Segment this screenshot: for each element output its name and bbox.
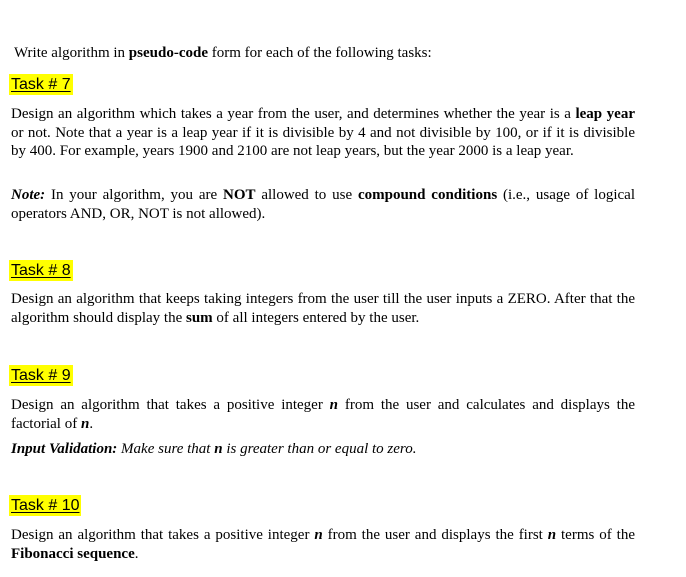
task9-heading: Task # 9: [11, 367, 71, 384]
task9-desc-text-3: .: [89, 415, 94, 432]
task7-note-text: In your algorithm, you are: [45, 187, 223, 203]
intro-text-end: form for each of the following tasks:: [207, 45, 432, 61]
task10-desc-bold: Fibonacci sequence: [11, 545, 135, 562]
task7-desc-bold: leap year: [575, 106, 636, 122]
task7-note-text-2: allowed to use: [255, 187, 358, 203]
task9-validation-label: Input Validation:: [11, 441, 118, 457]
task8-description: [11, 290, 635, 327]
task10-var-n-2: n: [547, 527, 557, 543]
task10-desc-text-2: from the user and displays the first: [322, 527, 548, 543]
task10-desc-text: Design an algorithm that takes a positive integer: [11, 527, 315, 543]
task10-desc-text-3: terms of the: [556, 527, 635, 543]
task8-desc-text-2: of all integers entered by the user.: [212, 309, 420, 326]
task8-heading: Task # 8: [11, 262, 71, 279]
task7-note-text-3: (i.e., usage of logical operators AND, OR, NOT is not allowed).: [11, 187, 635, 222]
task9-var-n-2: n: [80, 415, 90, 432]
task7-desc-text-2: or not. Note that a year is a leap year if it is divisible by 4 and not divisible by 100, or if it is divisible by 400. For example, years 1900 and 2100 are not leap years, but the year 2000 is a leap year.: [11, 124, 635, 159]
intro-text: Write algorithm in: [14, 45, 129, 61]
task10-heading: Task # 10: [11, 497, 80, 514]
task8-desc-bold: sum: [185, 309, 213, 326]
task9-validation-text-2: is greater than or equal to zero.: [222, 441, 417, 457]
task8-desc-text: Design an algorithm that keeps taking integers from the user till the user inputs a ZERO. After that the algorithm should display the: [11, 291, 635, 326]
task10-description: [11, 526, 635, 563]
task9-desc-text: Design an algorithm that takes a positive integer: [11, 397, 330, 413]
task9-input-validation: [11, 440, 635, 459]
task9-validation-var-n: n: [214, 441, 223, 457]
intro-bold-term: pseudo-code: [128, 45, 208, 61]
task7-note: [11, 186, 635, 223]
task7-description: [11, 105, 635, 161]
intro-paragraph: [14, 44, 638, 63]
task9-description: [11, 396, 635, 433]
task10-desc-text-4: .: [134, 545, 139, 562]
task9-validation-text: Make sure that: [117, 441, 215, 457]
task7-desc-text: Design an algorithm which takes a year from the user, and determines whether the year is a: [11, 106, 576, 122]
task9-desc-text-2: from the user and calculates and displays the factorial of: [11, 397, 635, 432]
task9-var-n: n: [329, 397, 339, 413]
task7-heading: Task # 7: [11, 76, 71, 93]
task7-note-bold-2: compound conditions: [357, 187, 498, 203]
task10-var-n: n: [314, 527, 323, 543]
task7-note-bold: NOT: [222, 187, 256, 203]
task7-note-label: Note:: [11, 187, 46, 203]
